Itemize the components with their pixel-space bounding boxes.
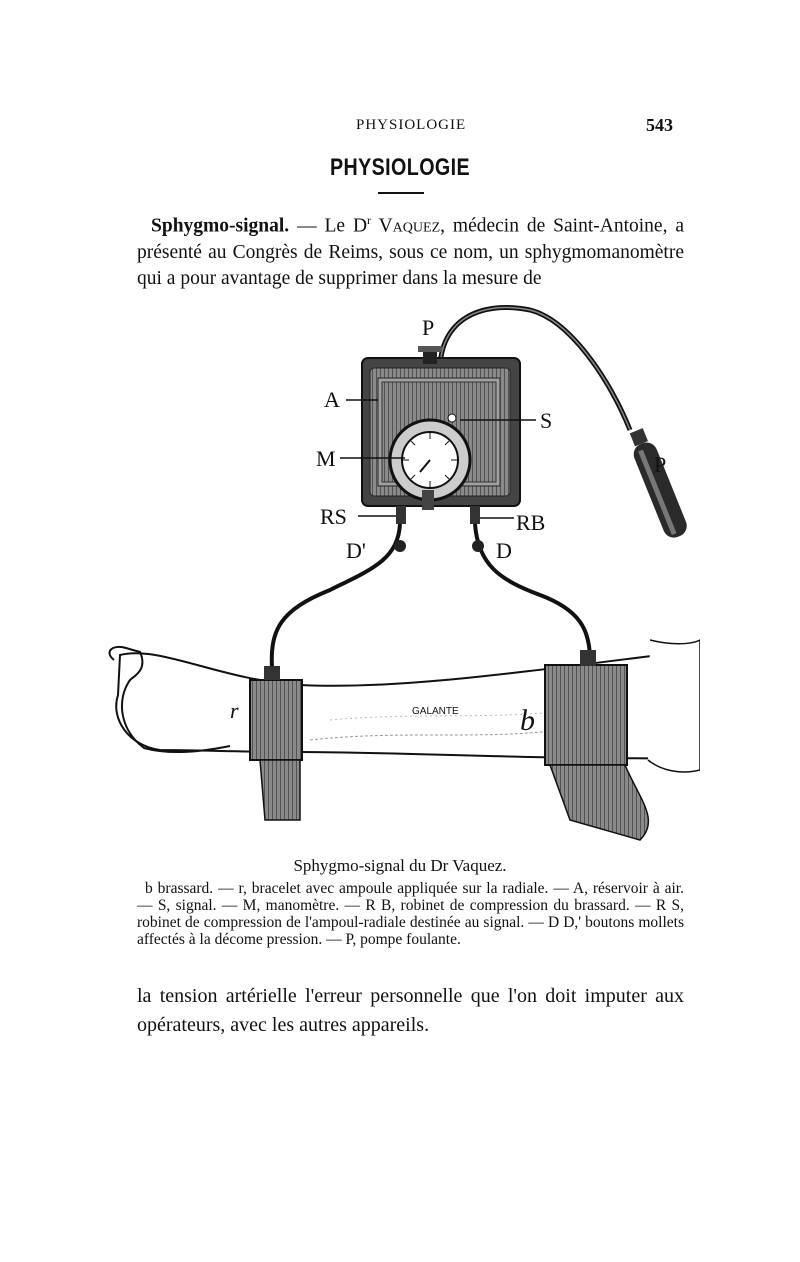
- manometer-box: [362, 346, 520, 524]
- label-rs: RS: [320, 504, 347, 529]
- label-d: D: [496, 538, 512, 563]
- paragraph-intro: [137, 207, 684, 292]
- label-a: A: [324, 387, 340, 412]
- figure-caption-legend: b brassard. — r, bracelet avec ampoule appliquée sur la radiale. — A, réservoir à air. — S, signal. — M, manomètre. — R B, robinet de compression du brassard. — R S, robinet de compression de l'ampoul-radiale destinée au signal. — D D,' boutons mollets affectés à la décome pression. — P, pompe foulante.: [137, 880, 684, 948]
- engraver-signature: GALANTE: [412, 706, 459, 717]
- title-rule: [378, 192, 424, 194]
- label-s: S: [540, 408, 553, 433]
- run-in-heading: Sphygmo-signal.: [151, 215, 290, 237]
- running-head-title: PHYSIOLOGIE: [356, 117, 467, 133]
- author-name: Vaquez: [371, 215, 441, 237]
- bracelet-r: [250, 666, 302, 820]
- signal-window: [448, 414, 456, 422]
- figure-caption-title: Sphygmo-signal du Dr Vaquez.: [293, 856, 507, 875]
- intro-text-b: , médecin de Saint-Antoine, a présenté au Congrès de Reims, sous ce nom, un sphygmomanomètre qui a pour avantage de supprimer dans la mesure de: [137, 215, 685, 289]
- label-m: M: [316, 446, 336, 471]
- label-rb: RB: [516, 510, 546, 535]
- pump-bulb: [625, 426, 690, 541]
- sphygmo-signal-illustration: [100, 300, 700, 850]
- page-number: 543: [646, 115, 673, 135]
- tube-left: [272, 524, 400, 668]
- intro-text-sup: r: [367, 213, 372, 227]
- label-p-right: P: [654, 452, 667, 477]
- label-p-top: P: [422, 315, 435, 340]
- running-head: [0, 117, 800, 137]
- label-b: b: [520, 704, 535, 737]
- section-title: PHYSIOLOGIE: [329, 154, 471, 181]
- label-r: r: [230, 698, 239, 723]
- paragraph-continuation: la tension artérielle l'erreur personnelle que l'on doit imputer aux opérateurs, avec les autres appareils.: [137, 985, 684, 1036]
- tube-right: [475, 524, 590, 660]
- sleeve: [648, 640, 700, 772]
- label-d-prime: D': [346, 538, 366, 563]
- intro-text-a: — Le D: [289, 215, 368, 237]
